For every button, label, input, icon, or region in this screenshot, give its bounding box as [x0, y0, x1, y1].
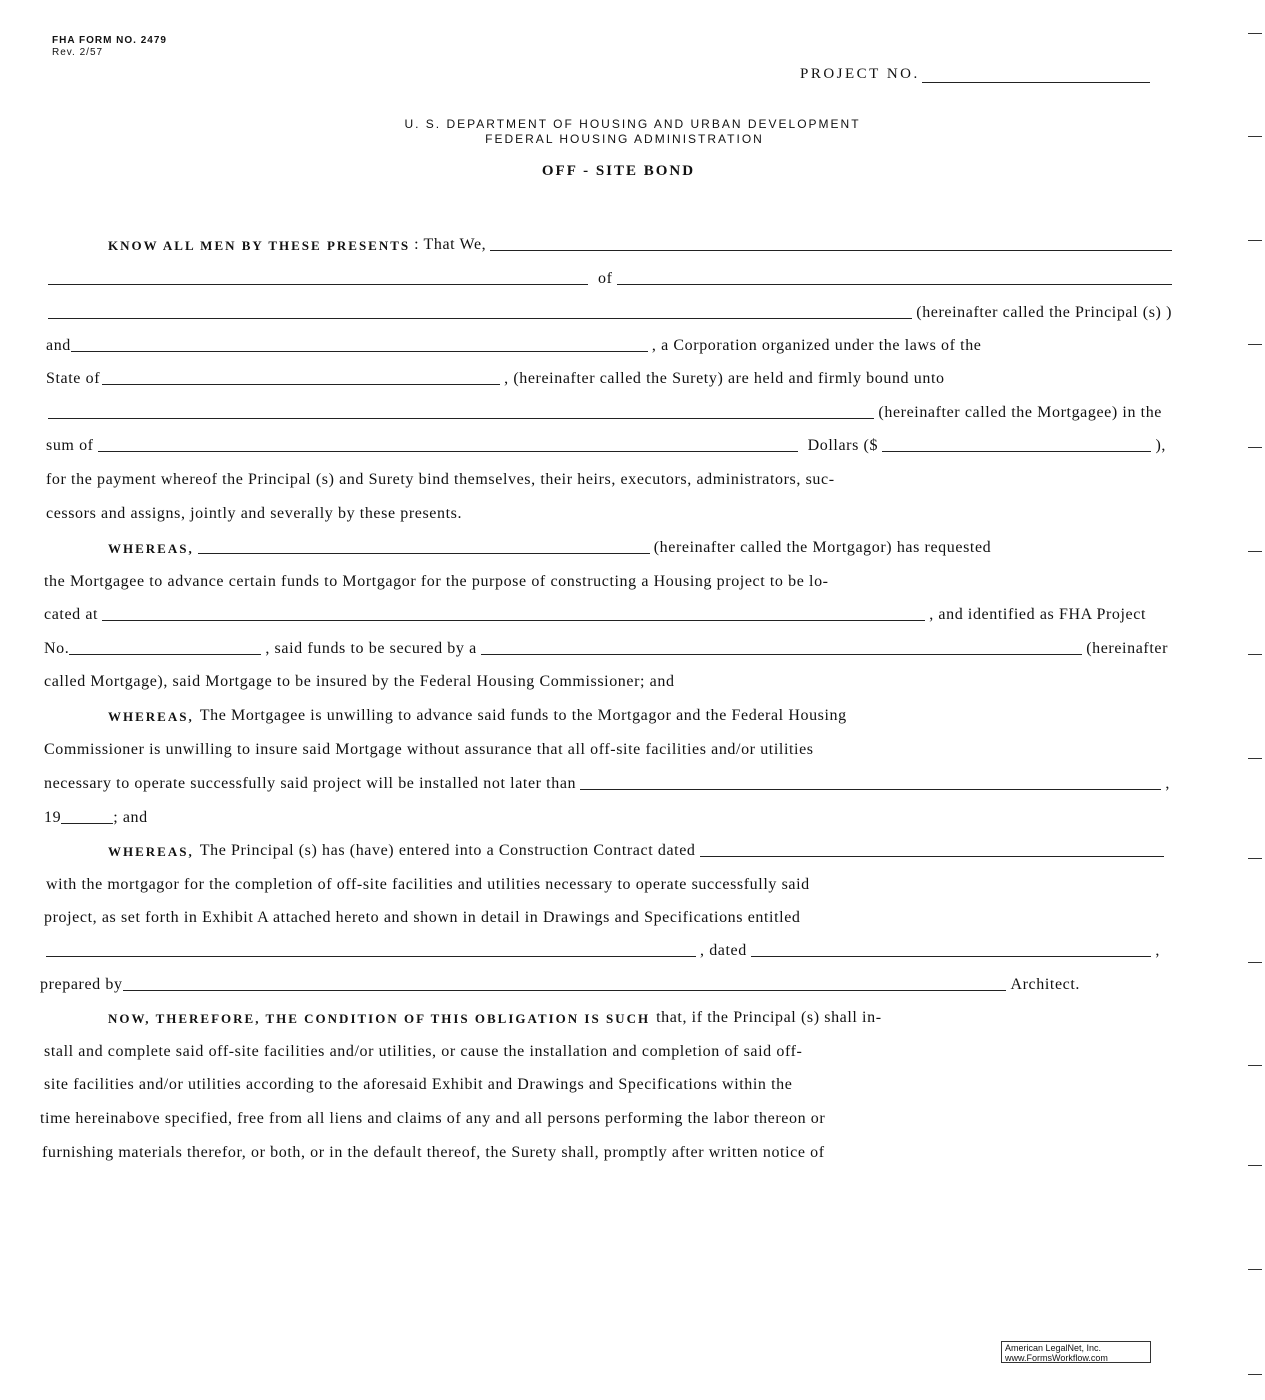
form-number: FHA FORM NO. 2479 [52, 35, 167, 46]
time-line: time hereinabove specified, free from all liens and claims of any and all persons performing the labor thereon or [40, 1110, 826, 1127]
fha-project-label: , and identified as FHA Project [929, 606, 1146, 623]
margin-tick [1248, 1065, 1262, 1066]
mortgagor-name-field[interactable] [198, 539, 650, 554]
surety-label: , (hereinafter called the Surety) are held and firmly bound unto [504, 370, 945, 387]
sum-amount-field[interactable] [882, 437, 1151, 452]
margin-tick [1248, 136, 1262, 137]
sum-of-label: sum of [46, 437, 94, 454]
corporation-label: , a Corporation organized under the laws of the [651, 337, 982, 354]
payment-line: for the payment whereof the Principal (s) and Surety bind themselves, their heirs, executors, administrators, suc- [46, 471, 835, 488]
site-facilities-line: site facilities and/or utilities according to the aforesaid Exhibit and Drawings and Specifications within the [44, 1076, 793, 1093]
semicolon-and: ; and [113, 809, 148, 826]
prepared-by-line [40, 972, 1080, 994]
principal-address-field[interactable] [617, 270, 1172, 285]
whereas-contract-line [108, 838, 1168, 860]
drawings-date-field[interactable] [751, 942, 1152, 957]
no-label: No. [44, 640, 70, 657]
margin-tick [1248, 33, 1262, 34]
whereas-2-rest: The Mortgagee is unwilling to advance said funds to the Mortgagor and the Federal Housing [199, 707, 847, 724]
located-line [44, 602, 1146, 624]
mortgagee-line [48, 400, 1162, 422]
sum-words-field[interactable] [98, 437, 798, 452]
margin-tick [1248, 240, 1262, 241]
legalnet-company: American LegalNet, Inc. [1005, 1343, 1102, 1353]
margin-tick [1248, 447, 1262, 448]
margin-tick [1248, 858, 1262, 859]
state-field[interactable] [102, 370, 500, 385]
project-number-label: PROJECT NO. [800, 66, 920, 82]
exhibit-line: project, as set forth in Exhibit A attached hereto and shown in detail in Drawings and Specifications entitled [44, 909, 801, 926]
project-no-line [44, 636, 1168, 658]
administration-name: FEDERAL HOUSING ADMINISTRATION [485, 132, 764, 146]
necessary-label: necessary to operate successfully said project will be installed not later than [44, 775, 577, 792]
principal-line [48, 300, 1172, 322]
contract-date-field[interactable] [700, 842, 1164, 857]
year-line [44, 805, 1174, 827]
now-therefore-rest: that, if the Principal (s) shall in- [656, 1009, 882, 1026]
install-line: stall and complete said off-site facilities and/or utilities, or cause the installation and completion of said off- [44, 1043, 803, 1060]
located-at-label: cated at [44, 606, 99, 623]
know-all-men-line [108, 232, 1176, 254]
margin-tick [1248, 344, 1262, 345]
secured-by-label: , said funds to be secured by a [265, 640, 477, 657]
whereas-1-caps: WHEREAS, [108, 541, 194, 556]
whereas-3-rest: The Principal (s) has (have) entered into a Construction Contract dated [199, 842, 696, 859]
dollars-label: Dollars ($ [807, 437, 879, 454]
page-title: OFF - SITE BOND [541, 163, 696, 179]
completion-date-field[interactable] [580, 775, 1161, 790]
security-instrument-field[interactable] [481, 640, 1082, 655]
margin-tick [1248, 1269, 1262, 1270]
principal-address-field-2[interactable] [48, 304, 912, 319]
cessors-line: cessors and assigns, jointly and severally by these presents. [46, 505, 463, 522]
of-line [48, 266, 1176, 288]
architect-label: Architect. [1010, 976, 1080, 993]
mortgagee-label: (hereinafter called the Mortgagee) in the [878, 404, 1162, 421]
mortgagor-request-label: (hereinafter called the Mortgagor) has requested [653, 539, 992, 556]
year-prefix: 19 [44, 809, 62, 826]
drawings-title-line [46, 938, 1160, 960]
margin-tick [1248, 654, 1262, 655]
principal-name-field-2[interactable] [48, 270, 588, 285]
necessary-line [44, 771, 1170, 793]
fha-project-number-field[interactable] [69, 640, 261, 655]
whereas-mortgagor-line [108, 535, 1152, 557]
furnishing-line: furnishing materials therefor, or both, or in the default thereof, the Surety shall, promptly after written notice of [42, 1144, 825, 1161]
architect-name-field[interactable] [123, 976, 1007, 991]
of-label: of [598, 270, 613, 287]
advance-line: the Mortgagee to advance certain funds to Mortgagor for the purpose of constructing a Housing project to be lo- [44, 573, 829, 590]
dated-label: , dated [700, 942, 747, 959]
corporation-line [46, 333, 1138, 355]
margin-tick [1248, 1374, 1262, 1375]
dollars-close: ), [1155, 437, 1166, 454]
dated-comma: , [1155, 942, 1160, 959]
principal-label: (hereinafter called the Principal (s) ) [916, 304, 1172, 321]
know-all-men-rest: : That We, [414, 236, 487, 253]
department-name: U. S. DEPARTMENT OF HOUSING AND URBAN DEVELOPMENT [404, 117, 861, 131]
completion-year-field[interactable] [61, 809, 113, 824]
drawings-title-field[interactable] [46, 942, 696, 957]
principal-name-field[interactable] [490, 236, 1172, 251]
margin-tick [1248, 962, 1262, 963]
called-mortgage-line: called Mortgage), said Mortgage to be insured by the Federal Housing Commissioner; and [44, 673, 675, 690]
know-all-men-caps: KNOW ALL MEN BY THESE PRESENTS [108, 238, 411, 253]
whereas-unwilling-line [108, 703, 1148, 725]
whereas-2-caps: WHEREAS, [108, 709, 194, 724]
sum-line [46, 433, 1166, 455]
commissioner-line: Commissioner is unwilling to insure said Mortgage without assurance that all off-site facilities and/or utilities [44, 741, 814, 758]
state-line [46, 366, 1160, 388]
mortgagor-completion-line: with the mortgagor for the completion of off-site facilities and utilities necessary to operate successfully said [46, 876, 810, 893]
now-therefore-caps: NOW, THEREFORE, THE CONDITION OF THIS OBLIGATION IS SUCH [108, 1011, 651, 1026]
state-of-label: State of [46, 370, 101, 387]
hereinafter-label: (hereinafter [1086, 640, 1168, 657]
margin-tick [1248, 551, 1262, 552]
prepared-by-label: prepared by [40, 976, 123, 993]
now-therefore-line [108, 1005, 1164, 1027]
project-location-field[interactable] [102, 606, 925, 621]
margin-tick [1248, 1165, 1262, 1166]
surety-name-field[interactable] [71, 337, 648, 352]
legalnet-stamp [1001, 1341, 1151, 1363]
and-label: and [46, 337, 71, 354]
whereas-3-caps: WHEREAS, [108, 844, 194, 859]
form-revision: Rev. 2/57 [52, 47, 104, 58]
mortgagee-name-field[interactable] [48, 404, 874, 419]
project-number-row [800, 66, 1150, 83]
necessary-comma: , [1165, 775, 1170, 792]
project-number-field[interactable] [922, 68, 1150, 83]
margin-tick [1248, 758, 1262, 759]
legalnet-website: www.FormsWorkflow.com [1005, 1353, 1108, 1363]
